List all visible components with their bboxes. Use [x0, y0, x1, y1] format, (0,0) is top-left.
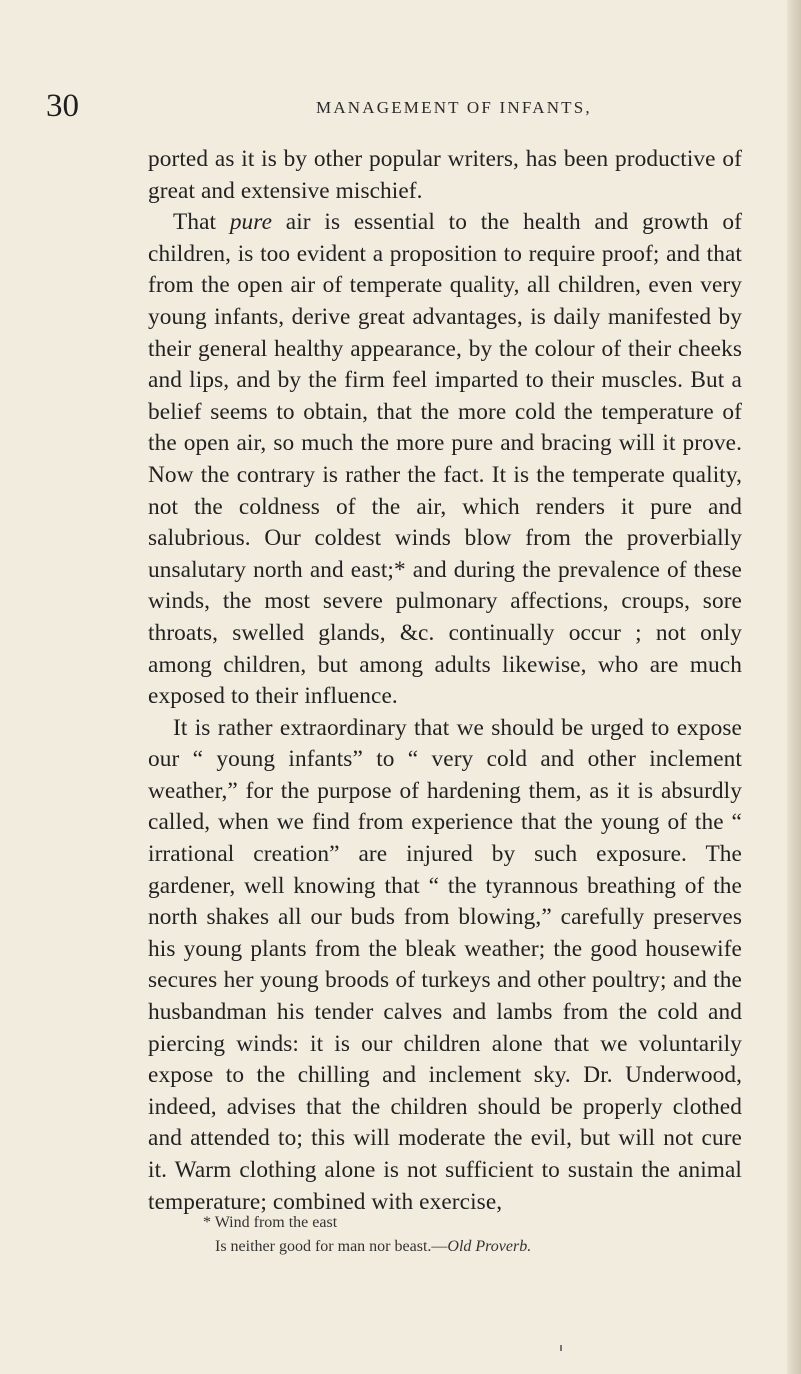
footnote: [193, 1211, 753, 1259]
paper-speck: [560, 1345, 562, 1351]
paragraph-1: ported as it is by other popular writers, has been productive of great and extensive mischief.: [148, 146, 742, 204]
footnote-quote: Is neither good for man nor beast.—: [215, 1238, 448, 1255]
paragraph-2-rest: air is essential to the health and growth of children, is too evident a proposition to require proof; and that from the open air of temperate quality, all children, even very young infants, derive great advantages, is daily manifested by their general healthy appearance, by the colour of their cheeks and lips, and by the firm feel imparted to their muscles. But a belief seems to obtain, that the more cold the temperature of the open air, so much the more pure and bracing will it prove. Now the contrary is rather the fact. It is the temperate quality, not the coldness of the air, which renders it pure and salubrious. Our coldest winds blow from the proverbially unsalutary north and east;* and during the prevalence of these winds, the most severe pulmonary affections, croups, sore throats, swelled glands, &c. continually occur ; not only among children, but among adults likewise, who are much exposed to their influence.: [148, 209, 742, 710]
paragraph-2: [148, 207, 742, 713]
footnote-source: Old Proverb.: [447, 1238, 532, 1255]
running-head: [46, 88, 766, 128]
footnote-line-1: * Wind from the east: [203, 1214, 338, 1231]
footnote-line-2: [193, 1235, 753, 1259]
page-number: 30: [46, 88, 79, 124]
paragraph-3: It is rather extraordinary that we should be urged to expose our “ young infants” to “ very cold and other inclement weather,” for the purpose of hardening them, as it is absurdly called, when we find from experience that the young of the “ irrational creation” are injured by such exposure. The gardener, well knowing that “ the tyrannous breathing of the north shakes all our buds from blowing,” carefully preserves his young plants from the bleak weather; the good housewife secures her young broods of turkeys and other poultry; and the husbandman his tender calves and lambs from the cold and piercing winds: it is our children alone that we voluntarily expose to the chilling and inclement sky. Dr. Underwood, indeed, advises that the children should be properly clothed and attended to; this will moderate the evil, but will not cure it. Warm clothing alone is not sufficient to sustain the animal temperature; combined with exercise,: [148, 714, 742, 1215]
page-edge: [787, 0, 801, 1374]
paragraph-2-lead: That: [173, 209, 230, 236]
running-title: MANAGEMENT OF INFANTS,: [316, 98, 592, 117]
body-text: [148, 144, 742, 1218]
paragraph-2-italic: pure: [229, 209, 273, 236]
